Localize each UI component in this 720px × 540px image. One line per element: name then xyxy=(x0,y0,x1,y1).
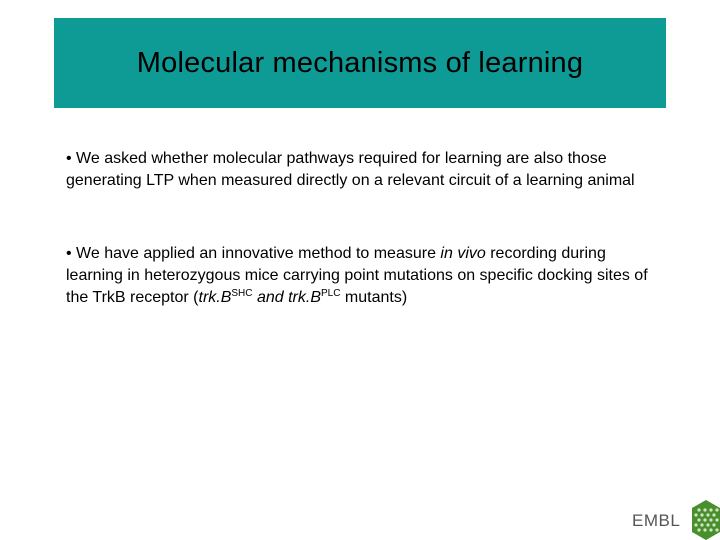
bullet-2-text-a: • We have applied an innovative method to measure xyxy=(66,245,441,262)
bullet-2-text-end: mutants) xyxy=(340,289,408,306)
mutant-1-name: trk.B xyxy=(198,289,232,306)
bullet-2-in-vivo: in vivo xyxy=(440,245,486,262)
embl-logo-text: EMBL xyxy=(632,511,681,530)
bullet-2-text-b: recording during learning in heterozygous mice carrying point mutations on specific docking sites of the TrkB receptor ( xyxy=(66,245,648,306)
embl-hexagon-icon xyxy=(690,500,720,540)
slide-title: Molecular mechanisms of learning xyxy=(136,46,584,79)
bullet-2 xyxy=(66,243,666,309)
mutant-1-superscript: SHC xyxy=(231,288,253,299)
mutant-2-superscript: PLC xyxy=(321,288,341,299)
title-bar xyxy=(54,18,666,108)
mutant-2-name: and trk.B xyxy=(252,289,321,306)
bullet-1: • We asked whether molecular pathways required for learning are also those generating LTP when measured directly on a relevant circuit of a learning animal xyxy=(66,150,635,189)
